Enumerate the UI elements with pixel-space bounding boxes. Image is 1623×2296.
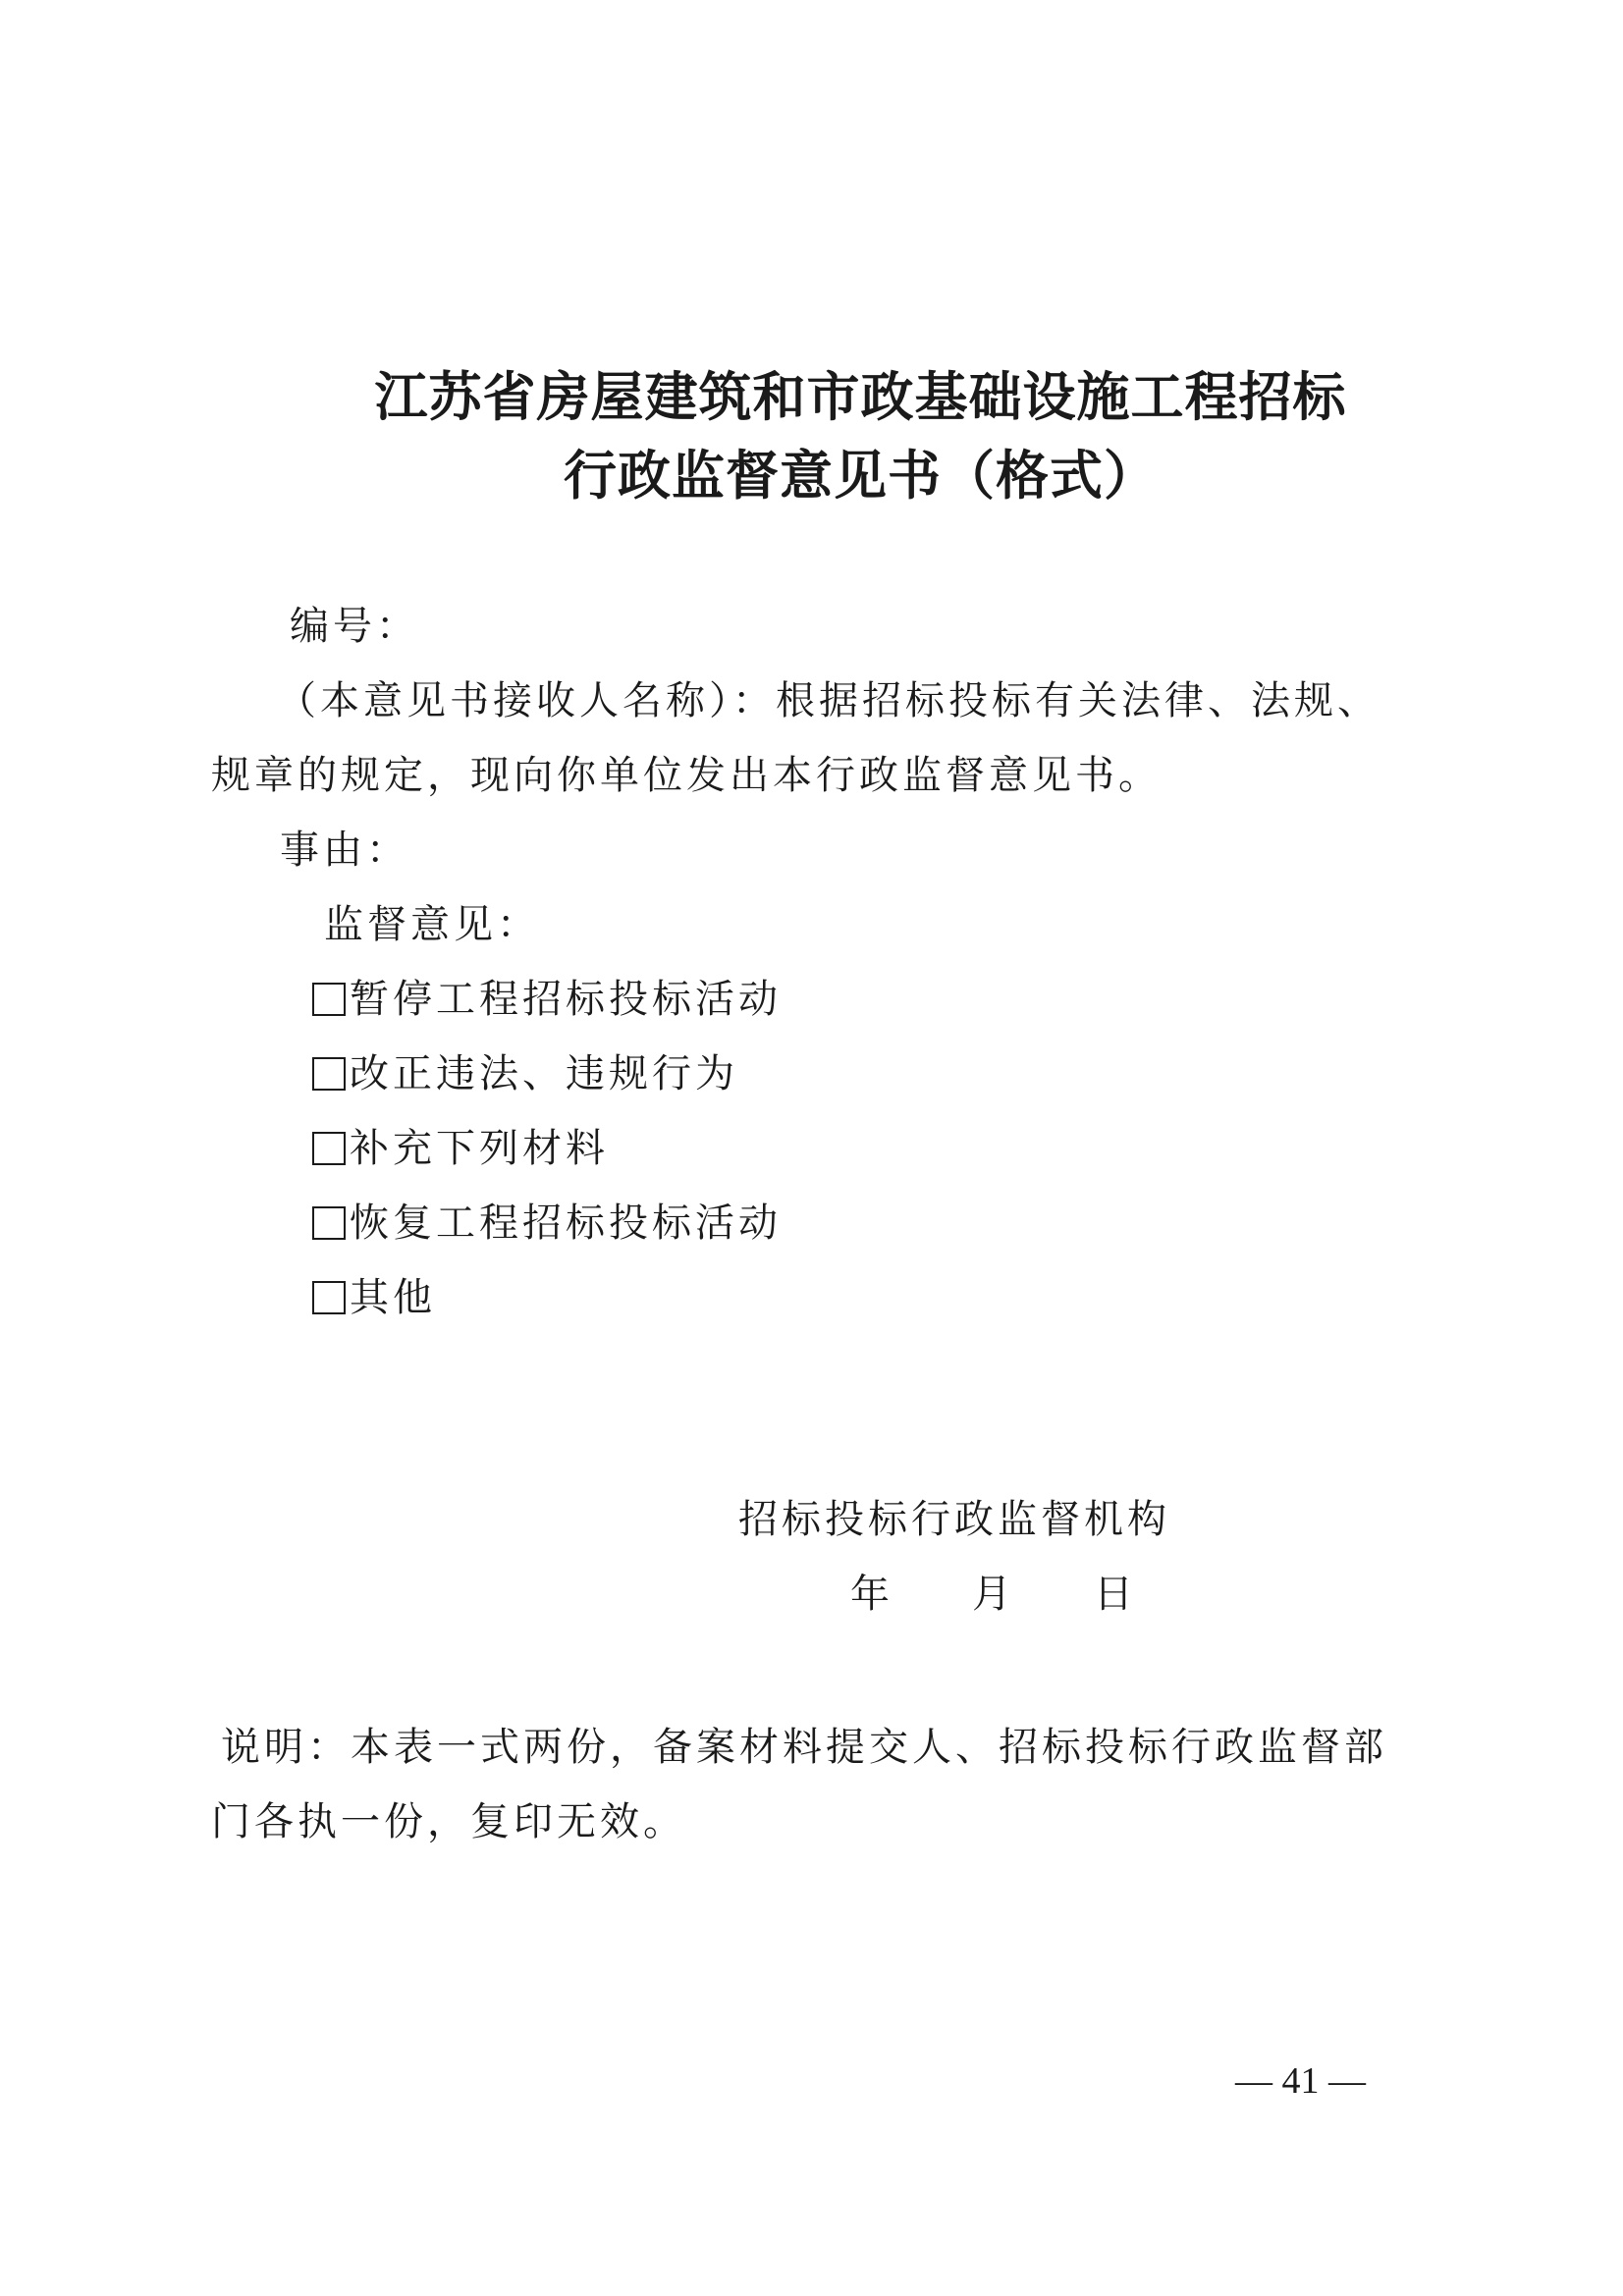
option-rectify[interactable] (312, 1046, 738, 1101)
option-suspend[interactable] (312, 972, 782, 1027)
page-number: — 41 — (1235, 2060, 1366, 2102)
checkbox-empty-icon[interactable] (312, 1132, 346, 1165)
checkbox-empty-icon[interactable] (312, 1206, 346, 1240)
signature-date: 年 月 日 (850, 1572, 1155, 1617)
option-label: 恢复工程招标投标活动 (350, 1201, 782, 1246)
note-line-1: 说明：本表一式两份，备案材料提交人、招标投标行政监督部 (221, 1725, 1387, 1770)
option-resume[interactable] (312, 1196, 782, 1251)
option-label: 补充下列材料 (350, 1126, 609, 1171)
document-title-line-1: 江苏省房屋建筑和市政基础设施工程招标 (374, 366, 1347, 428)
note-line-2: 门各执一份，复印无效。 (211, 1799, 686, 1844)
signature-agency: 招标投标行政监督机构 (738, 1497, 1170, 1542)
checkbox-empty-icon[interactable] (312, 1281, 346, 1314)
option-label: 暂停工程招标投标活动 (350, 977, 782, 1022)
checkbox-empty-icon[interactable] (312, 983, 346, 1016)
document-title-line-2: 行政监督意见书（格式） (564, 445, 1158, 507)
number-label: 编号： (290, 604, 419, 649)
reason-label: 事由： (280, 828, 409, 873)
option-label: 其他 (350, 1275, 436, 1320)
checkbox-empty-icon[interactable] (312, 1057, 346, 1091)
opinion-label: 监督意见： (324, 902, 540, 947)
recipient-paragraph-line-2: 规章的规定，现向你单位发出本行政监督意见书。 (211, 753, 1162, 798)
option-other[interactable] (312, 1270, 436, 1325)
recipient-paragraph-line-1: （本意见书接收人名称）：根据招标投标有关法律、法规、 (277, 678, 1380, 723)
option-supplement[interactable] (312, 1121, 609, 1176)
option-label: 改正违法、违规行为 (350, 1051, 738, 1096)
